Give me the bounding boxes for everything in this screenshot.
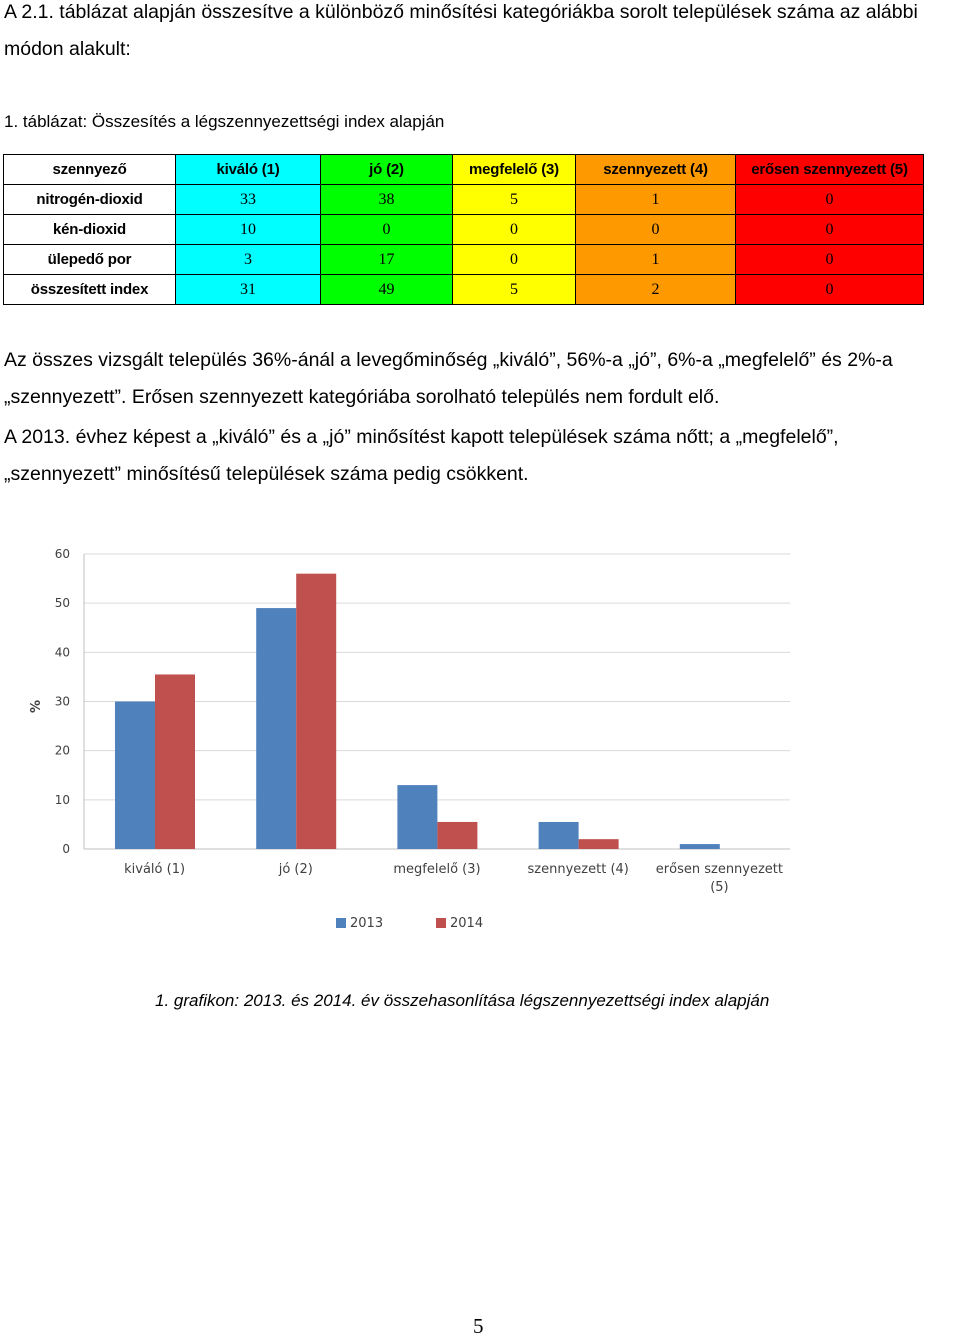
bar-2014	[296, 574, 336, 849]
table-cell: 10	[176, 215, 321, 245]
x-tick-label: (5)	[710, 880, 729, 895]
table-cell: 2	[576, 275, 736, 305]
legend-label-2014: 2014	[450, 916, 484, 931]
x-tick-label: erősen szennyezett	[655, 862, 784, 877]
x-tick-label: szennyezett (4)	[527, 862, 629, 877]
x-tick-label: jó (2)	[278, 862, 313, 877]
header-cell-polluted: szennyezett (4)	[576, 155, 736, 185]
bar-2013	[397, 785, 437, 849]
table-cell: 17	[321, 245, 453, 275]
legend-label-2013: 2013	[350, 916, 384, 931]
table-header-row	[4, 155, 924, 185]
y-tick-label: 50	[54, 596, 70, 611]
figure-caption: 1. grafikon: 2013. és 2014. év összehasonlítása légszennyezettségi index alapján	[155, 991, 770, 1010]
summary-table	[3, 154, 924, 305]
bar-2013	[539, 822, 579, 849]
table-cell: 0	[321, 215, 453, 245]
table-row	[4, 185, 924, 215]
y-axis-label: %	[29, 699, 44, 714]
x-tick-label: kiváló (1)	[124, 862, 186, 877]
table-cell: 38	[321, 185, 453, 215]
row-label: ülepedő por	[4, 245, 176, 275]
table-cell: 49	[321, 275, 453, 305]
table-caption: 1. táblázat: Összesítés a légszennyezettségi index alapján	[4, 112, 445, 131]
table-cell: 1	[576, 245, 736, 275]
table-cell: 33	[176, 185, 321, 215]
y-tick-label: 30	[54, 694, 70, 709]
bar-2014	[579, 839, 619, 849]
table-cell: 3	[176, 245, 321, 275]
header-cell-good: jó (2)	[321, 155, 453, 185]
legend-swatch-2014	[436, 918, 446, 928]
table-cell: 0	[453, 245, 576, 275]
results-paragraph: Az összes vizsgált település 36%-ánál a levegőminőség „kiváló”, 56%-a „jó”, 6%-a „megfelelő” és 2%-a „szennyezett”. Erősen szennyezett kategóriába sorolható település nem fordult elő.	[4, 349, 893, 408]
intro-paragraph: A 2.1. táblázat alapján összesítve a különböző minősítési kategóriákba sorolt települések száma az alábbi módon alakult:	[4, 1, 918, 60]
table-cell: 1	[576, 185, 736, 215]
header-cell-excellent: kiváló (1)	[176, 155, 321, 185]
table-cell: 0	[736, 215, 924, 245]
header-cell-pollutant: szennyező	[4, 155, 176, 185]
bar-chart	[0, 530, 960, 950]
table-row	[4, 245, 924, 275]
table-cell: 5	[453, 275, 576, 305]
x-tick-label: megfelelő (3)	[393, 862, 481, 877]
bar-2013	[680, 844, 720, 849]
header-cell-adequate: megfelelő (3)	[453, 155, 576, 185]
table-cell: 0	[576, 215, 736, 245]
bar-2014	[155, 674, 195, 849]
bar-2013	[115, 702, 155, 850]
y-tick-label: 40	[54, 645, 70, 660]
bar-2014	[437, 822, 477, 849]
y-tick-label: 0	[62, 842, 70, 856]
table-cell: 0	[736, 245, 924, 275]
y-tick-label: 60	[54, 547, 70, 561]
table-row	[4, 275, 924, 305]
row-label: összesített index	[4, 275, 176, 305]
table-cell: 0	[453, 215, 576, 245]
page-number: 5	[473, 1314, 484, 1338]
row-label: nitrogén-dioxid	[4, 185, 176, 215]
table-cell: 0	[736, 275, 924, 305]
y-tick-label: 10	[54, 792, 70, 807]
header-cell-heavily-polluted: erősen szennyezett (5)	[736, 155, 924, 185]
table-cell: 5	[453, 185, 576, 215]
table-row	[4, 215, 924, 245]
comparison-paragraph: A 2013. évhez képest a „kiváló” és a „jó” minősítést kapott települések száma nőtt; a „megfelelő”, „szennyezett” minősítésű települések száma pedig csökkent.	[4, 426, 839, 485]
bar-2013	[256, 608, 296, 849]
y-tick-label: 20	[54, 743, 70, 758]
table-cell: 0	[736, 185, 924, 215]
legend-swatch-2013	[336, 918, 346, 928]
row-label: kén-dioxid	[4, 215, 176, 245]
table-cell: 31	[176, 275, 321, 305]
